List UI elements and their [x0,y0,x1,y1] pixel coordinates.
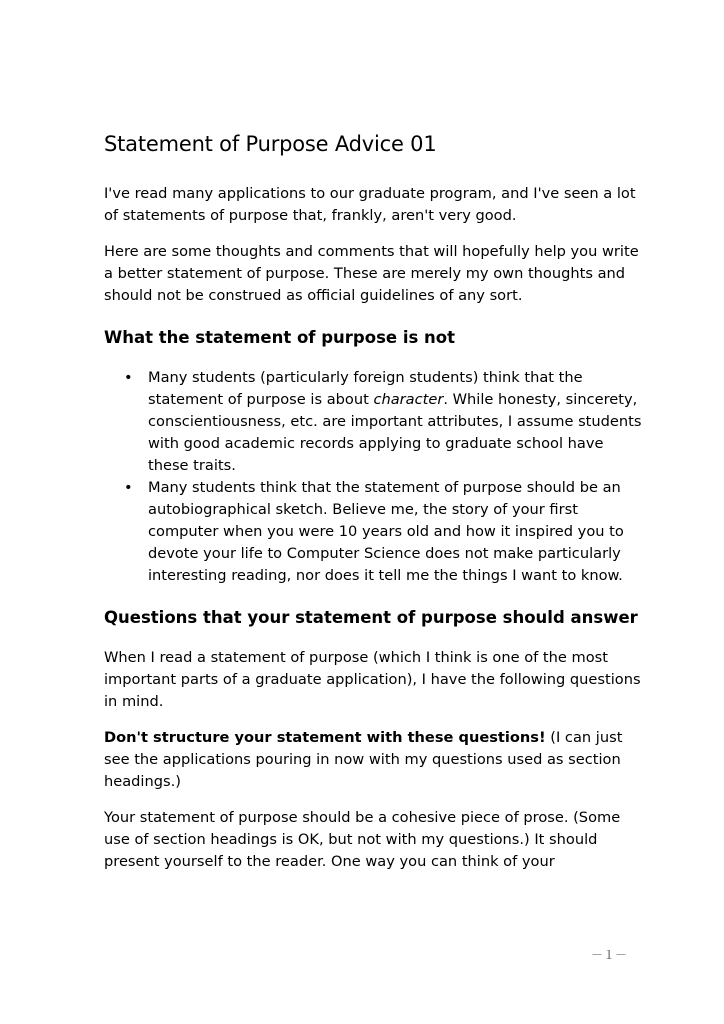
page-number: －１－ [591,948,628,962]
bullet-list [104,367,644,587]
bullet-text: Many students think that the statement of purpose should be an autobiographical sketch. Believe me, the story of your first computer when you were 10 years old and how it inspired you to devote your life to Computer Science does not make particularly interesting reading, nor does it tell me the things I want to know. [148,479,624,584]
bullet-icon: • [124,479,133,496]
questions-paragraph-2 [104,727,644,793]
intro-paragraph-1: I've read many applications to our graduate program, and I've seen a lot of statements of purpose that, frankly, aren't very good. [104,185,636,224]
bold-warning: Don't structure your statement with these questions! [104,729,546,746]
document-title: Statement of Purpose Advice 01 [104,132,437,156]
bullet-text-emphasis: character [373,391,444,408]
questions-paragraph-1: When I read a statement of purpose (which I think is one of the most important parts of a graduate application), I have the following questions in mind. [104,649,641,710]
section-heading-questions: Questions that your statement of purpose should answer [104,608,638,627]
bullet-text-before: Many students (particularly foreign students) think that the statement of purpose is about [148,369,583,408]
warning-rest: (I can just see the applications pouring in now with my questions used as section headings.) [104,729,623,790]
section-heading-what-not: What the statement of purpose is not [104,328,456,347]
list-item [104,477,644,587]
questions-paragraph-3: Your statement of purpose should be a cohesive piece of prose. (Some use of section headings is OK, but not with my questions.) It should present yourself to the reader. One way you can think of your [104,809,621,870]
bullet-icon: • [124,369,133,386]
bullet-text-after: . While honesty, sincerety, conscientiousness, etc. are important attributes, I assume students with good academic records applying to graduate school have these traits. [148,391,642,474]
list-item [104,367,644,477]
document-page [104,130,644,887]
intro-paragraph-2: Here are some thoughts and comments that will hopefully help you write a better statement of purpose. These are merely my own thoughts and should not be construed as official guidelines of any sort. [104,243,639,304]
